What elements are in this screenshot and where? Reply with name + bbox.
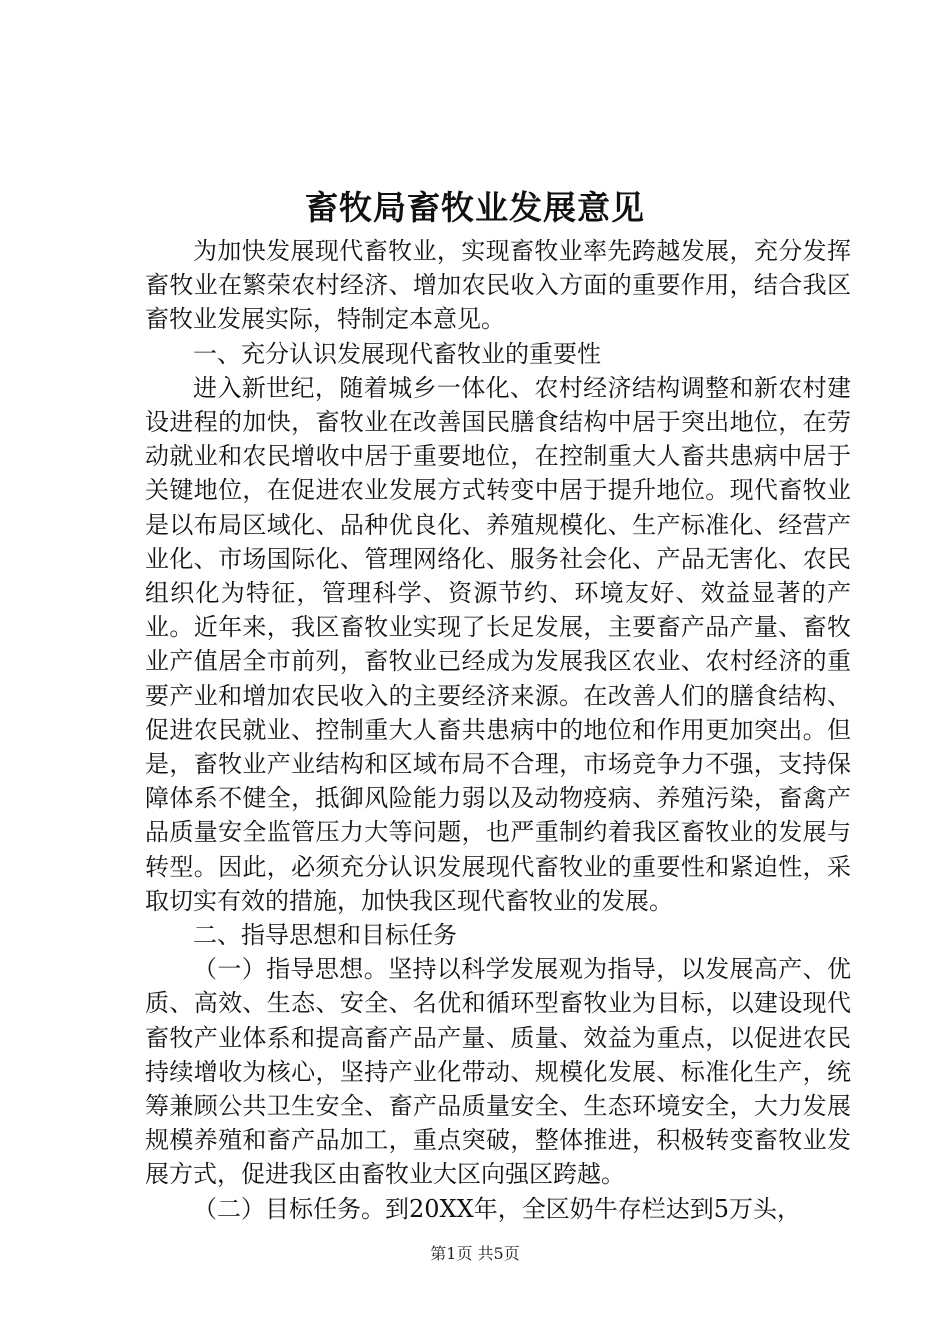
document-title: 畜牧局畜牧业发展意见: [305, 188, 645, 227]
target-tasks-paragraph: （二）目标任务。到20XX年，全区奶牛存栏达到5万头，: [193, 1194, 801, 1223]
guiding-ideology-paragraph: （一）指导思想。坚持以科学发展观为指导，以发展高产、优质、高效、生态、安全、名优和循环型畜牧业为目标，以建设现代畜牧产业体系和提高畜产品产量、质量、效益为重点，以促进农民持续增收为核心，坚持产业化带动、规模化发展、标准化生产，统筹兼顾公共卫生安全、畜产品质量安全、生态环境安全，大力发展规模养殖和畜产品加工，重点突破，整体推进，积极转变畜牧业发展方式，促进我区由畜牧业大区向强区跨越。: [145, 955, 851, 1189]
section-heading-1: 一、充分认识发展现代畜牧业的重要性: [193, 339, 601, 368]
section-heading-2: 二、指导思想和目标任务: [193, 921, 457, 950]
page-footer: 第1页 共5页: [430, 1244, 520, 1263]
document-body: [145, 234, 851, 1226]
section-1-paragraph: 进入新世纪，随着城乡一体化、农村经济结构调整和新农村建设进程的加快，畜牧业在改善国民膳食结构中居于突出地位，在劳动就业和农民增收中居于重要地位，在控制重大人畜共患病中居于关键地位，在促进农业发展方式转变中居于提升地位。现代畜牧业是以布局区域化、品种优良化、养殖规模化、生产标准化、经营产业化、市场国际化、管理网络化、服务社会化、产品无害化、农民组织化为特征，管理科学、资源节约、环境友好、效益显著的产业。近年来，我区畜牧业实现了长足发展，主要畜产品产量、畜牧业产值居全市前列，畜牧业已经成为发展我区农业、农村经济的重要产业和增加农民收入的主要经济来源。在改善人们的膳食结构、促进农民就业、控制重大人畜共患病中的地位和作用更加突出。但是，畜牧业产业结构和区域布局不合理，市场竞争力不强，支持保障体系不健全，抵御风险能力弱以及动物疫病、养殖污染，畜禽产品质量安全监管压力大等问题，也严重制约着我区畜牧业的发展与转型。因此，必须充分认识发展现代畜牧业的重要性和紧迫性，采取切实有效的措施，加快我区现代畜牧业的发展。: [145, 373, 851, 915]
intro-paragraph: 为加快发展现代畜牧业，实现畜牧业率先跨越发展，充分发挥畜牧业在繁荣农村经济、增加农民收入方面的重要作用，结合我区畜牧业发展实际，特制定本意见。: [145, 237, 851, 334]
